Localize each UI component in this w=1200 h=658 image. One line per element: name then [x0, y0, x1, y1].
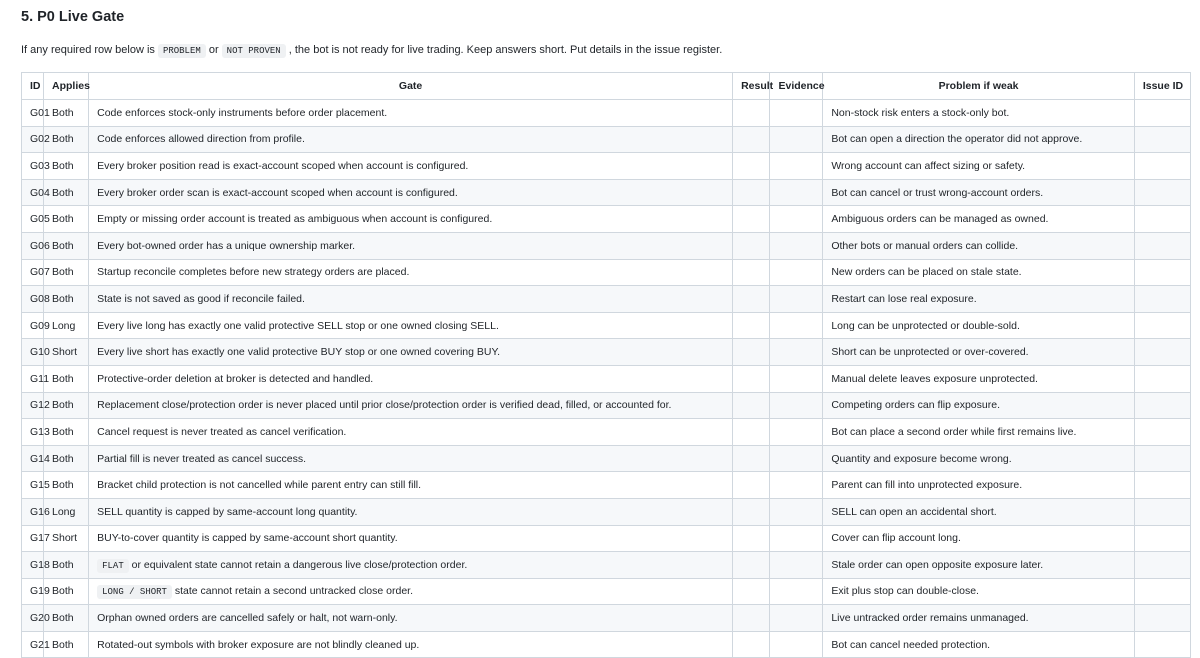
- cell-applies: Both: [44, 552, 89, 579]
- cell-gate: Every bot-owned order has a unique ownership marker.: [89, 232, 733, 259]
- table-row: [22, 498, 1191, 525]
- cell-gate: Replacement close/protection order is never placed until prior close/protection order is verified dead, filled, or accounted for.: [89, 392, 733, 419]
- cell-result[interactable]: [733, 312, 770, 339]
- cell-issue-id[interactable]: [1134, 419, 1190, 446]
- cell-problem: Live untracked order remains unmanaged.: [823, 605, 1135, 632]
- cell-evidence[interactable]: [770, 259, 823, 286]
- cell-applies: Both: [44, 419, 89, 446]
- cell-result[interactable]: [733, 232, 770, 259]
- table-row: [22, 605, 1191, 632]
- cell-evidence[interactable]: [770, 578, 823, 605]
- cell-id: G17: [22, 525, 44, 552]
- cell-issue-id[interactable]: [1134, 365, 1190, 392]
- cell-evidence[interactable]: [770, 605, 823, 632]
- cell-issue-id[interactable]: [1134, 286, 1190, 313]
- cell-result[interactable]: [733, 126, 770, 153]
- cell-gate: Every broker position read is exact-account scoped when account is configured.: [89, 153, 733, 180]
- cell-id: G14: [22, 445, 44, 472]
- cell-result[interactable]: [733, 419, 770, 446]
- cell-issue-id[interactable]: [1134, 525, 1190, 552]
- cell-applies: Long: [44, 498, 89, 525]
- cell-applies: Both: [44, 153, 89, 180]
- table-row: [22, 339, 1191, 366]
- table-row: [22, 232, 1191, 259]
- cell-id: G12: [22, 392, 44, 419]
- cell-result[interactable]: [733, 445, 770, 472]
- cell-applies: Short: [44, 525, 89, 552]
- cell-issue-id[interactable]: [1134, 578, 1190, 605]
- cell-gate: Every broker order scan is exact-account scoped when account is configured.: [89, 179, 733, 206]
- cell-evidence[interactable]: [770, 498, 823, 525]
- cell-gate: State is not saved as good if reconcile failed.: [89, 286, 733, 313]
- cell-result[interactable]: [733, 605, 770, 632]
- cell-issue-id[interactable]: [1134, 445, 1190, 472]
- cell-id: G09: [22, 312, 44, 339]
- cell-gate: Protective-order deletion at broker is detected and handled.: [89, 365, 733, 392]
- cell-id: G13: [22, 419, 44, 446]
- cell-evidence[interactable]: [770, 631, 823, 658]
- header-result: Result: [733, 73, 770, 100]
- cell-applies: Long: [44, 312, 89, 339]
- cell-evidence[interactable]: [770, 365, 823, 392]
- cell-problem: Short can be unprotected or over-covered.: [823, 339, 1135, 366]
- cell-issue-id[interactable]: [1134, 472, 1190, 499]
- cell-evidence[interactable]: [770, 126, 823, 153]
- cell-problem: Non-stock risk enters a stock-only bot.: [823, 100, 1135, 127]
- cell-result[interactable]: [733, 498, 770, 525]
- cell-id: G02: [22, 126, 44, 153]
- cell-result[interactable]: [733, 472, 770, 499]
- cell-gate: Bracket child protection is not cancelled while parent entry can still fill.: [89, 472, 733, 499]
- cell-id: G18: [22, 552, 44, 579]
- cell-problem: Manual delete leaves exposure unprotected.: [823, 365, 1135, 392]
- cell-applies: Both: [44, 126, 89, 153]
- cell-problem: Stale order can open opposite exposure later.: [823, 552, 1135, 579]
- cell-problem: Competing orders can flip exposure.: [823, 392, 1135, 419]
- gate-table: [21, 72, 1191, 658]
- cell-problem: Wrong account can affect sizing or safety.: [823, 153, 1135, 180]
- cell-result[interactable]: [733, 365, 770, 392]
- table-row: [22, 312, 1191, 339]
- cell-evidence[interactable]: [770, 552, 823, 579]
- cell-evidence[interactable]: [770, 419, 823, 446]
- cell-evidence[interactable]: [770, 206, 823, 233]
- cell-applies: Short: [44, 339, 89, 366]
- cell-result[interactable]: [733, 286, 770, 313]
- cell-result[interactable]: [733, 179, 770, 206]
- table-row: [22, 392, 1191, 419]
- cell-gate: Empty or missing order account is treated as ambiguous when account is configured.: [89, 206, 733, 233]
- cell-applies: Both: [44, 631, 89, 658]
- cell-problem: Parent can fill into unprotected exposure.: [823, 472, 1135, 499]
- header-evidence: Evidence: [770, 73, 823, 100]
- cell-id: G21: [22, 631, 44, 658]
- cell-problem: Long can be unprotected or double-sold.: [823, 312, 1135, 339]
- cell-gate: [89, 578, 733, 605]
- cell-gate: Cancel request is never treated as cancel verification.: [89, 419, 733, 446]
- cell-applies: Both: [44, 445, 89, 472]
- cell-gate: Code enforces stock-only instruments before order placement.: [89, 100, 733, 127]
- cell-applies: Both: [44, 179, 89, 206]
- inline-code-problem: PROBLEM: [158, 44, 206, 58]
- cell-issue-id[interactable]: [1134, 552, 1190, 579]
- cell-issue-id[interactable]: [1134, 179, 1190, 206]
- table-row: [22, 631, 1191, 658]
- cell-evidence[interactable]: [770, 339, 823, 366]
- cell-gate: [89, 552, 733, 579]
- cell-gate: BUY-to-cover quantity is capped by same-account short quantity.: [89, 525, 733, 552]
- table-body: [22, 100, 1191, 658]
- intro-paragraph: [21, 41, 1200, 60]
- cell-issue-id[interactable]: [1134, 126, 1190, 153]
- cell-issue-id[interactable]: [1134, 100, 1190, 127]
- cell-applies: Both: [44, 100, 89, 127]
- cell-problem: SELL can open an accidental short.: [823, 498, 1135, 525]
- cell-id: G20: [22, 605, 44, 632]
- cell-issue-id[interactable]: [1134, 392, 1190, 419]
- cell-applies: Both: [44, 286, 89, 313]
- intro-text-before: If any required row below is: [21, 44, 158, 56]
- cell-id: G15: [22, 472, 44, 499]
- cell-problem: Bot can open a direction the operator did not approve.: [823, 126, 1135, 153]
- table-row: [22, 365, 1191, 392]
- table-row: [22, 259, 1191, 286]
- cell-id: G16: [22, 498, 44, 525]
- cell-gate: Partial fill is never treated as cancel success.: [89, 445, 733, 472]
- cell-gate: Code enforces allowed direction from profile.: [89, 126, 733, 153]
- cell-id: G03: [22, 153, 44, 180]
- cell-evidence[interactable]: [770, 312, 823, 339]
- cell-gate: Every live long has exactly one valid protective SELL stop or one owned closing SELL.: [89, 312, 733, 339]
- cell-result[interactable]: [733, 631, 770, 658]
- cell-issue-id[interactable]: [1134, 631, 1190, 658]
- cell-evidence[interactable]: [770, 100, 823, 127]
- gate-text: or equivalent state cannot retain a dangerous live close/protection order.: [128, 558, 468, 571]
- cell-applies: Both: [44, 365, 89, 392]
- cell-gate: Rotated-out symbols with broker exposure are not blindly cleaned up.: [89, 631, 733, 658]
- inline-code: FLAT: [97, 559, 129, 573]
- table-row: [22, 552, 1191, 579]
- cell-problem: Bot can cancel needed protection.: [823, 631, 1135, 658]
- cell-evidence[interactable]: [770, 153, 823, 180]
- intro-text-after: , the bot is not ready for live trading. Keep answers short. Put details in the issue register.: [285, 44, 723, 56]
- cell-applies: Both: [44, 472, 89, 499]
- cell-applies: Both: [44, 232, 89, 259]
- inline-code: LONG / SHORT: [97, 585, 172, 599]
- cell-problem: New orders can be placed on stale state.: [823, 259, 1135, 286]
- cell-evidence[interactable]: [770, 232, 823, 259]
- cell-id: G11: [22, 365, 44, 392]
- table-row: [22, 472, 1191, 499]
- cell-issue-id[interactable]: [1134, 232, 1190, 259]
- cell-id: G01: [22, 100, 44, 127]
- cell-gate: SELL quantity is capped by same-account long quantity.: [89, 498, 733, 525]
- header-gate: Gate: [89, 73, 733, 100]
- cell-issue-id[interactable]: [1134, 605, 1190, 632]
- cell-gate: Every live short has exactly one valid protective BUY stop or one owned covering BUY.: [89, 339, 733, 366]
- cell-issue-id[interactable]: [1134, 498, 1190, 525]
- table-row: [22, 419, 1191, 446]
- cell-problem: Bot can place a second order while first remains live.: [823, 419, 1135, 446]
- intro-text-mid: or: [205, 44, 222, 56]
- cell-applies: Both: [44, 578, 89, 605]
- cell-problem: Restart can lose real exposure.: [823, 286, 1135, 313]
- cell-applies: Both: [44, 206, 89, 233]
- inline-code-not-proven: NOT PROVEN: [222, 44, 286, 58]
- cell-evidence[interactable]: [770, 179, 823, 206]
- cell-id: G08: [22, 286, 44, 313]
- table-row: [22, 578, 1191, 605]
- cell-evidence[interactable]: [770, 525, 823, 552]
- table-header-row: [22, 73, 1191, 100]
- cell-problem: Cover can flip account long.: [823, 525, 1135, 552]
- cell-evidence[interactable]: [770, 392, 823, 419]
- cell-result[interactable]: [733, 578, 770, 605]
- table-row: [22, 445, 1191, 472]
- table-row: [22, 179, 1191, 206]
- cell-result[interactable]: [733, 525, 770, 552]
- cell-result[interactable]: [733, 392, 770, 419]
- cell-id: G04: [22, 179, 44, 206]
- header-issue-id: Issue ID: [1134, 73, 1190, 100]
- cell-issue-id[interactable]: [1134, 312, 1190, 339]
- cell-result[interactable]: [733, 206, 770, 233]
- cell-id: G19: [22, 578, 44, 605]
- cell-evidence[interactable]: [770, 445, 823, 472]
- table-row: [22, 153, 1191, 180]
- cell-gate: Startup reconcile completes before new strategy orders are placed.: [89, 259, 733, 286]
- cell-issue-id[interactable]: [1134, 259, 1190, 286]
- cell-problem: Bot can cancel or trust wrong-account orders.: [823, 179, 1135, 206]
- cell-problem: Exit plus stop can double-close.: [823, 578, 1135, 605]
- cell-result[interactable]: [733, 552, 770, 579]
- cell-gate: Orphan owned orders are cancelled safely or halt, not warn-only.: [89, 605, 733, 632]
- cell-result[interactable]: [733, 100, 770, 127]
- cell-issue-id[interactable]: [1134, 153, 1190, 180]
- cell-result[interactable]: [733, 339, 770, 366]
- cell-problem: Other bots or manual orders can collide.: [823, 232, 1135, 259]
- gate-text: state cannot retain a second untracked close order.: [171, 585, 414, 598]
- table-row: [22, 100, 1191, 127]
- table-row: [22, 126, 1191, 153]
- table-row: [22, 525, 1191, 552]
- cell-issue-id[interactable]: [1134, 206, 1190, 233]
- cell-issue-id[interactable]: [1134, 339, 1190, 366]
- cell-result[interactable]: [733, 259, 770, 286]
- header-problem: Problem if weak: [823, 73, 1135, 100]
- cell-problem: Ambiguous orders can be managed as owned.: [823, 206, 1135, 233]
- header-id: ID: [22, 73, 44, 100]
- cell-result[interactable]: [733, 153, 770, 180]
- cell-applies: Both: [44, 605, 89, 632]
- table-row: [22, 286, 1191, 313]
- table-row: [22, 206, 1191, 233]
- cell-evidence[interactable]: [770, 472, 823, 499]
- header-applies: Applies: [44, 73, 89, 100]
- cell-evidence[interactable]: [770, 286, 823, 313]
- cell-id: G06: [22, 232, 44, 259]
- cell-id: G05: [22, 206, 44, 233]
- cell-id: G10: [22, 339, 44, 366]
- cell-problem: Quantity and exposure become wrong.: [823, 445, 1135, 472]
- cell-applies: Both: [44, 259, 89, 286]
- cell-id: G07: [22, 259, 44, 286]
- section-title: 5. P0 Live Gate: [21, 9, 125, 25]
- cell-applies: Both: [44, 392, 89, 419]
